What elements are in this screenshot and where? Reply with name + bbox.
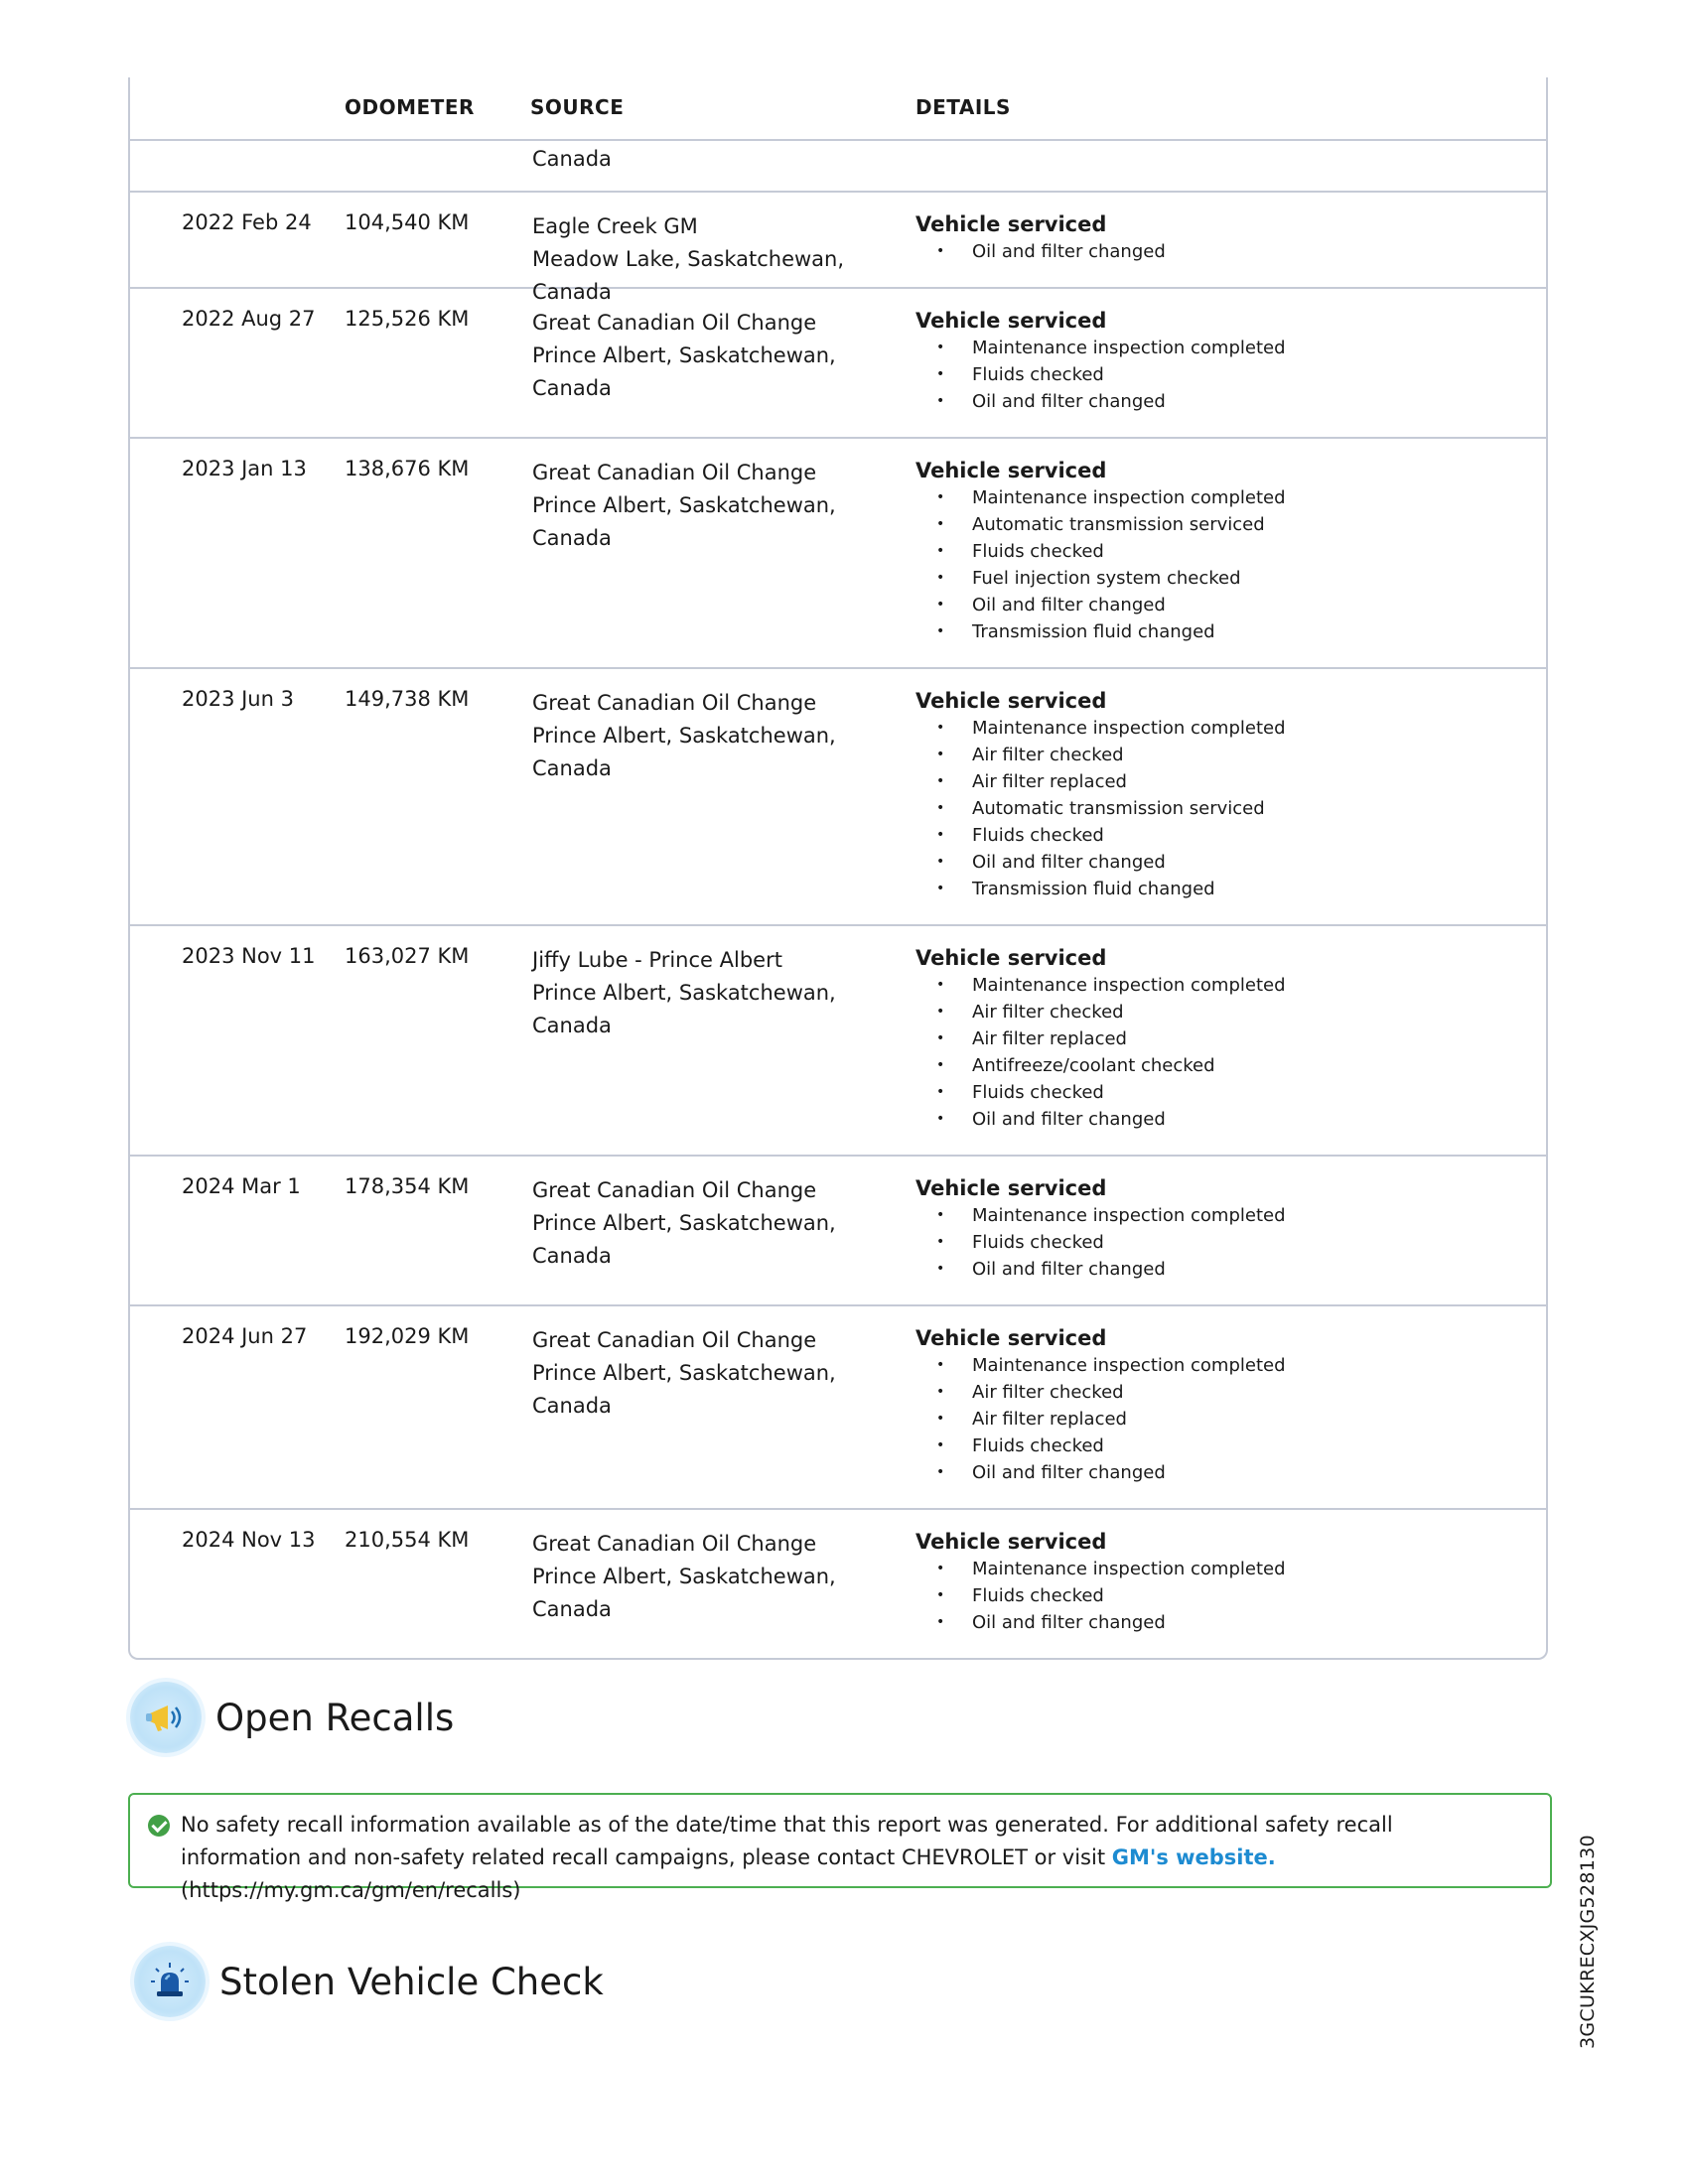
odometer-reading: 163,027 KM bbox=[345, 944, 470, 968]
details-title: Vehicle serviced bbox=[915, 946, 1107, 970]
details-item: • Oil and filter changed bbox=[915, 1609, 1546, 1636]
details-item: • Oil and filter changed bbox=[915, 388, 1546, 415]
recall-notice bbox=[128, 1793, 1552, 1902]
source-line: Eagle Creek GM bbox=[532, 214, 698, 238]
service-details bbox=[915, 1510, 1546, 1636]
source-continued: Canada bbox=[532, 147, 612, 171]
source-line: Great Canadian Oil Change bbox=[532, 691, 817, 715]
stolen-vehicle-heading bbox=[134, 1946, 604, 2017]
check-circle-icon bbox=[148, 1815, 170, 1837]
details-item: • Maintenance inspection completed bbox=[915, 1556, 1546, 1582]
odometer-reading: 125,526 KM bbox=[345, 307, 470, 331]
service-history-table bbox=[128, 77, 1548, 1660]
table-row bbox=[130, 1306, 1546, 1510]
details-item: • Fluids checked bbox=[915, 822, 1546, 849]
vin-label: 3GCUKRECXJG528130 bbox=[1577, 1835, 1599, 2049]
source-line: Great Canadian Oil Change bbox=[532, 311, 817, 335]
service-date: 2022 Feb 24 bbox=[182, 210, 312, 234]
service-details bbox=[915, 1157, 1546, 1283]
source-line: Great Canadian Oil Change bbox=[532, 1328, 817, 1352]
service-details bbox=[915, 669, 1546, 902]
details-item: • Antifreeze/coolant checked bbox=[915, 1052, 1546, 1079]
recall-url-text: (https://my.gm.ca/gm/en/recalls) bbox=[181, 1878, 521, 1902]
odometer-reading: 192,029 KM bbox=[345, 1324, 470, 1348]
service-source bbox=[532, 687, 910, 785]
details-item: • Air filter checked bbox=[915, 999, 1546, 1025]
details-title: Vehicle serviced bbox=[915, 212, 1107, 236]
details-item: • Transmission fluid changed bbox=[915, 618, 1546, 645]
details-list bbox=[915, 238, 1546, 265]
siren-icon bbox=[134, 1946, 206, 2017]
details-title: Vehicle serviced bbox=[915, 1176, 1107, 1200]
recall-notice-text: No safety recall information available as of the date/time that this report was generated. For additional safety recall information and non-safety related recall campaigns, please contact CHEVROLET or visit bbox=[181, 1813, 1393, 1869]
details-item: • Air filter replaced bbox=[915, 1406, 1546, 1433]
service-source bbox=[532, 457, 910, 555]
details-item: • Transmission fluid changed bbox=[915, 876, 1546, 902]
source-line: Jiffy Lube - Prince Albert bbox=[532, 948, 782, 972]
details-item: • Oil and filter changed bbox=[915, 238, 1546, 265]
odometer-reading: 104,540 KM bbox=[345, 210, 470, 234]
service-source bbox=[532, 1174, 910, 1273]
service-source bbox=[532, 307, 910, 405]
details-title: Vehicle serviced bbox=[915, 309, 1107, 333]
table-row bbox=[130, 193, 1546, 304]
details-item: • Automatic transmission serviced bbox=[915, 795, 1546, 822]
source-line: Great Canadian Oil Change bbox=[532, 1532, 817, 1556]
details-item: • Oil and filter changed bbox=[915, 849, 1546, 876]
header-source: SOURCE bbox=[530, 95, 625, 119]
table-body bbox=[130, 193, 1546, 1658]
source-line: Prince Albert, Saskatchewan, Canada bbox=[532, 493, 836, 550]
source-line: Prince Albert, Saskatchewan, Canada bbox=[532, 1211, 836, 1268]
odometer-reading: 138,676 KM bbox=[345, 457, 470, 480]
details-item: • Maintenance inspection completed bbox=[915, 1352, 1546, 1379]
header-odometer: ODOMETER bbox=[345, 95, 475, 119]
source-line: Prince Albert, Saskatchewan, Canada bbox=[532, 981, 836, 1037]
details-list bbox=[915, 1556, 1546, 1636]
service-source bbox=[532, 944, 910, 1042]
odometer-reading: 210,554 KM bbox=[345, 1528, 470, 1552]
details-item: • Maintenance inspection completed bbox=[915, 484, 1546, 511]
details-item: • Fluids checked bbox=[915, 1582, 1546, 1609]
table-row bbox=[130, 1157, 1546, 1306]
table-header bbox=[130, 77, 1546, 141]
details-item: • Fluids checked bbox=[915, 1433, 1546, 1459]
details-title: Vehicle serviced bbox=[915, 1326, 1107, 1350]
details-item: • Fluids checked bbox=[915, 361, 1546, 388]
source-line: Great Canadian Oil Change bbox=[532, 461, 817, 484]
details-item: • Maintenance inspection completed bbox=[915, 715, 1546, 742]
service-date: 2022 Aug 27 bbox=[182, 307, 316, 331]
details-title: Vehicle serviced bbox=[915, 1530, 1107, 1554]
details-list bbox=[915, 715, 1546, 902]
service-date: 2024 Nov 13 bbox=[182, 1528, 316, 1552]
source-line: Prince Albert, Saskatchewan, Canada bbox=[532, 724, 836, 780]
service-details bbox=[915, 926, 1546, 1133]
table-row bbox=[130, 669, 1546, 926]
table-row bbox=[130, 926, 1546, 1157]
service-source bbox=[532, 1528, 910, 1626]
service-details bbox=[915, 439, 1546, 645]
details-item: • Oil and filter changed bbox=[915, 1256, 1546, 1283]
odometer-reading: 149,738 KM bbox=[345, 687, 470, 711]
details-item: • Oil and filter changed bbox=[915, 1459, 1546, 1486]
details-list bbox=[915, 1352, 1546, 1486]
megaphone-icon bbox=[130, 1682, 202, 1753]
service-date: 2023 Nov 11 bbox=[182, 944, 316, 968]
table-row bbox=[130, 1510, 1546, 1658]
details-list bbox=[915, 335, 1546, 415]
source-line: Prince Albert, Saskatchewan, Canada bbox=[532, 1565, 836, 1621]
service-details bbox=[915, 193, 1546, 265]
gm-website-link[interactable]: GM's website. bbox=[1111, 1845, 1276, 1869]
details-item: • Oil and filter changed bbox=[915, 1106, 1546, 1133]
service-source bbox=[532, 1324, 910, 1423]
open-recalls-title: Open Recalls bbox=[215, 1696, 455, 1739]
details-item: • Air filter replaced bbox=[915, 768, 1546, 795]
service-date: 2023 Jan 13 bbox=[182, 457, 307, 480]
service-date: 2023 Jun 3 bbox=[182, 687, 294, 711]
source-line: Canada bbox=[532, 280, 612, 304]
service-date: 2024 Jun 27 bbox=[182, 1324, 308, 1348]
table-row-continued bbox=[130, 141, 1546, 193]
service-details bbox=[915, 289, 1546, 415]
details-list bbox=[915, 1202, 1546, 1283]
details-item: • Fluids checked bbox=[915, 1229, 1546, 1256]
stolen-vehicle-title: Stolen Vehicle Check bbox=[219, 1960, 604, 2003]
open-recalls-heading bbox=[130, 1682, 454, 1753]
source-line: Prince Albert, Saskatchewan, Canada bbox=[532, 343, 836, 400]
service-date: 2024 Mar 1 bbox=[182, 1174, 301, 1198]
service-details bbox=[915, 1306, 1546, 1486]
header-details: DETAILS bbox=[915, 95, 1011, 119]
details-item: • Maintenance inspection completed bbox=[915, 335, 1546, 361]
details-item: • Maintenance inspection completed bbox=[915, 972, 1546, 999]
details-item: • Fluids checked bbox=[915, 538, 1546, 565]
details-item: • Oil and filter changed bbox=[915, 592, 1546, 618]
details-item: • Fluids checked bbox=[915, 1079, 1546, 1106]
details-list bbox=[915, 972, 1546, 1133]
details-title: Vehicle serviced bbox=[915, 459, 1107, 482]
odometer-reading: 178,354 KM bbox=[345, 1174, 470, 1198]
details-item: • Automatic transmission serviced bbox=[915, 511, 1546, 538]
details-item: • Fuel injection system checked bbox=[915, 565, 1546, 592]
details-item: • Air filter replaced bbox=[915, 1025, 1546, 1052]
source-line: Great Canadian Oil Change bbox=[532, 1178, 817, 1202]
table-row bbox=[130, 439, 1546, 669]
details-item: • Air filter checked bbox=[915, 742, 1546, 768]
details-title: Vehicle serviced bbox=[915, 689, 1107, 713]
table-row bbox=[130, 289, 1546, 439]
details-item: • Maintenance inspection completed bbox=[915, 1202, 1546, 1229]
details-list bbox=[915, 484, 1546, 645]
source-line: Prince Albert, Saskatchewan, Canada bbox=[532, 1361, 836, 1418]
source-line: Meadow Lake, Saskatchewan, bbox=[532, 247, 845, 271]
details-item: • Air filter checked bbox=[915, 1379, 1546, 1406]
